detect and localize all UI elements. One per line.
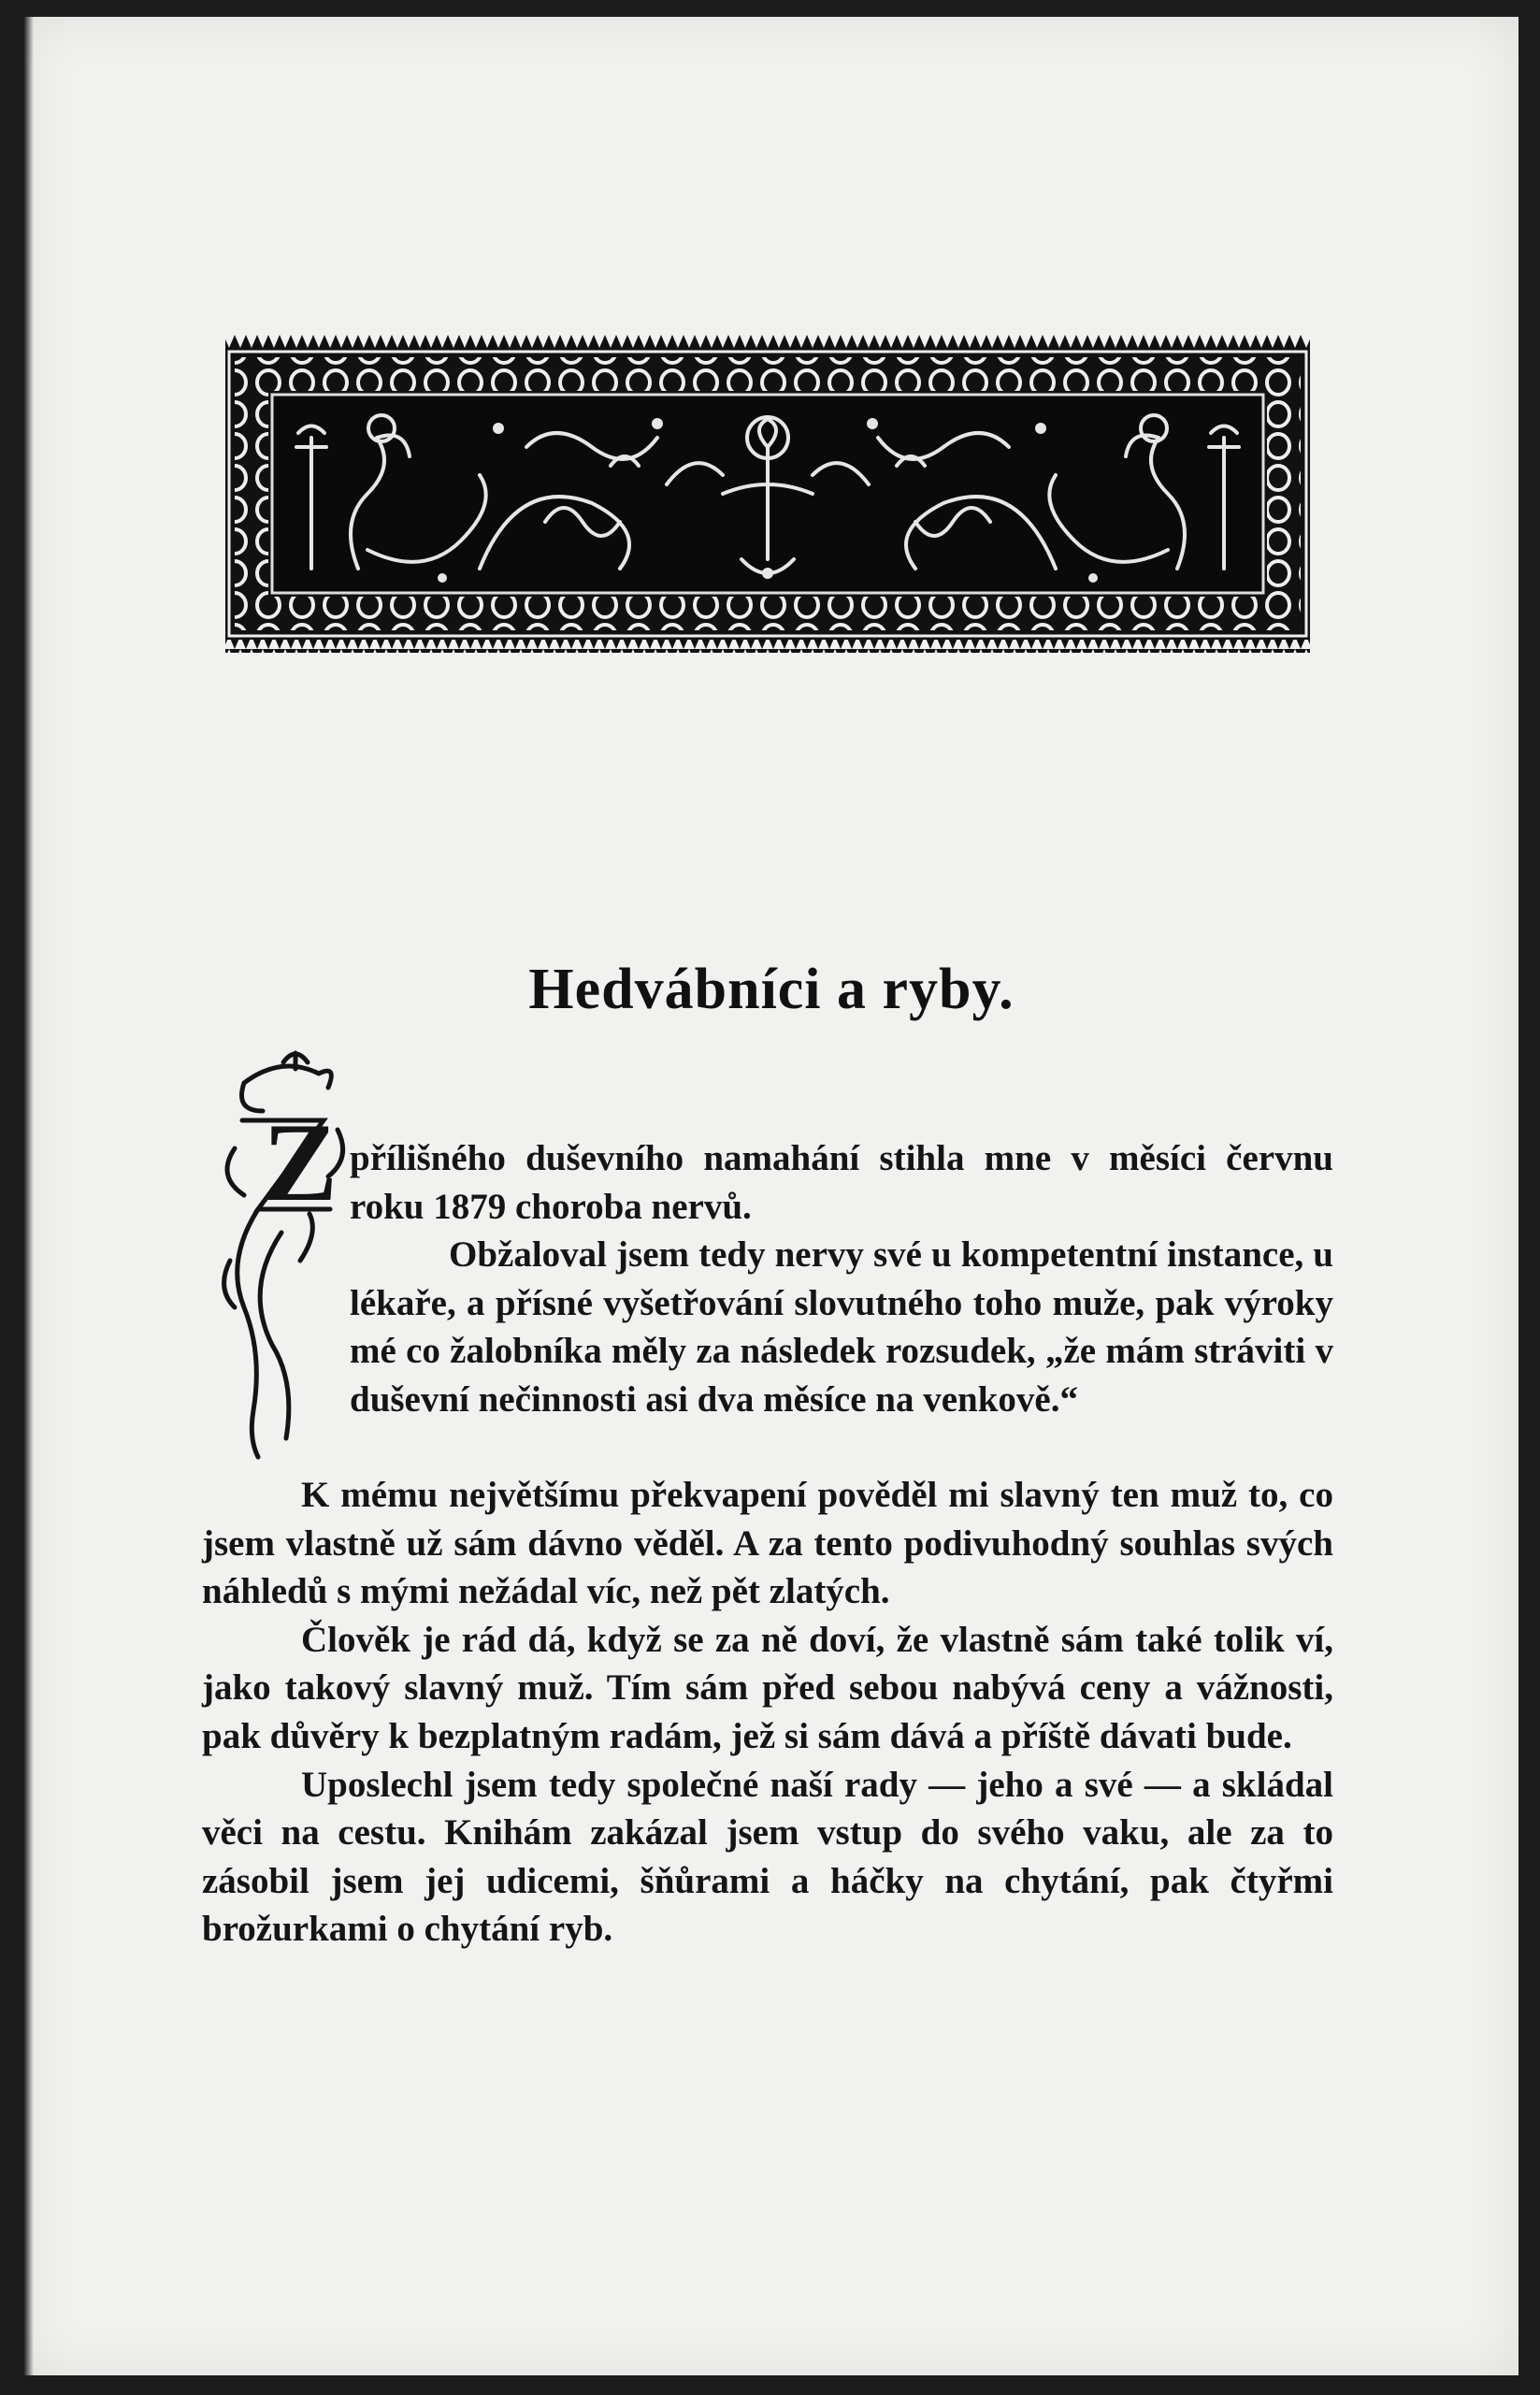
drop-cap-letter: Z [263,1100,338,1224]
paragraph: přílišného duševního namahání stihla mne v měsíci červnu roku 1879 choroba nervů. [350,1138,1333,1227]
book-page [24,17,1518,2375]
ornament-illustration [218,335,1317,653]
paragraph: K mému největšímu překvapení pověděl mi slavný ten muž to, co jsem vlastně už sám dávno věděl. A za tento podivuhodný souhlas svých náhledů s mými nežádal víc, než pět zlatých. [202,1475,1333,1612]
paragraph: Obžaloval jsem tedy nervy své u kompetentní instance, u lékaře, a přísné vyšetřování slovutného toho muže, pak výroky mé co žalobníka měly za následek rozsudek, „že mám stráviti v duševní nečinnosti asi dva měsíce na venkově.“ [350,1234,1333,1420]
decorative-drop-cap [207,1046,361,1466]
paragraph: Uposlechl jsem tedy společné naší rady — jeho a své — a skládal věci na cestu. Knihám zakázal jsem vstup do svého vaku, ale za to zásobil jsem jej udicemi, šňůrami a háčky na chytání, pak čtyřmi brožurkami o chytání ryb. [202,1764,1333,1950]
chapter-title: Hedvábníci a ryby. [528,958,1015,1021]
text-block-main [202,1471,1333,1954]
paragraph: Člověk je rád dá, když se za ně doví, že vlastně sám také tolik ví, jako takový slavný muž. Tím sám před sebou nabývá ceny a vážnosti, pak důvěry k bezplatným radám, jež si sám dává a příště dávati bude. [202,1619,1333,1756]
ornamental-header-band [218,335,1317,653]
page-edge-shadow [24,17,34,2375]
text-block-beside-dropcap [350,1134,1333,1424]
